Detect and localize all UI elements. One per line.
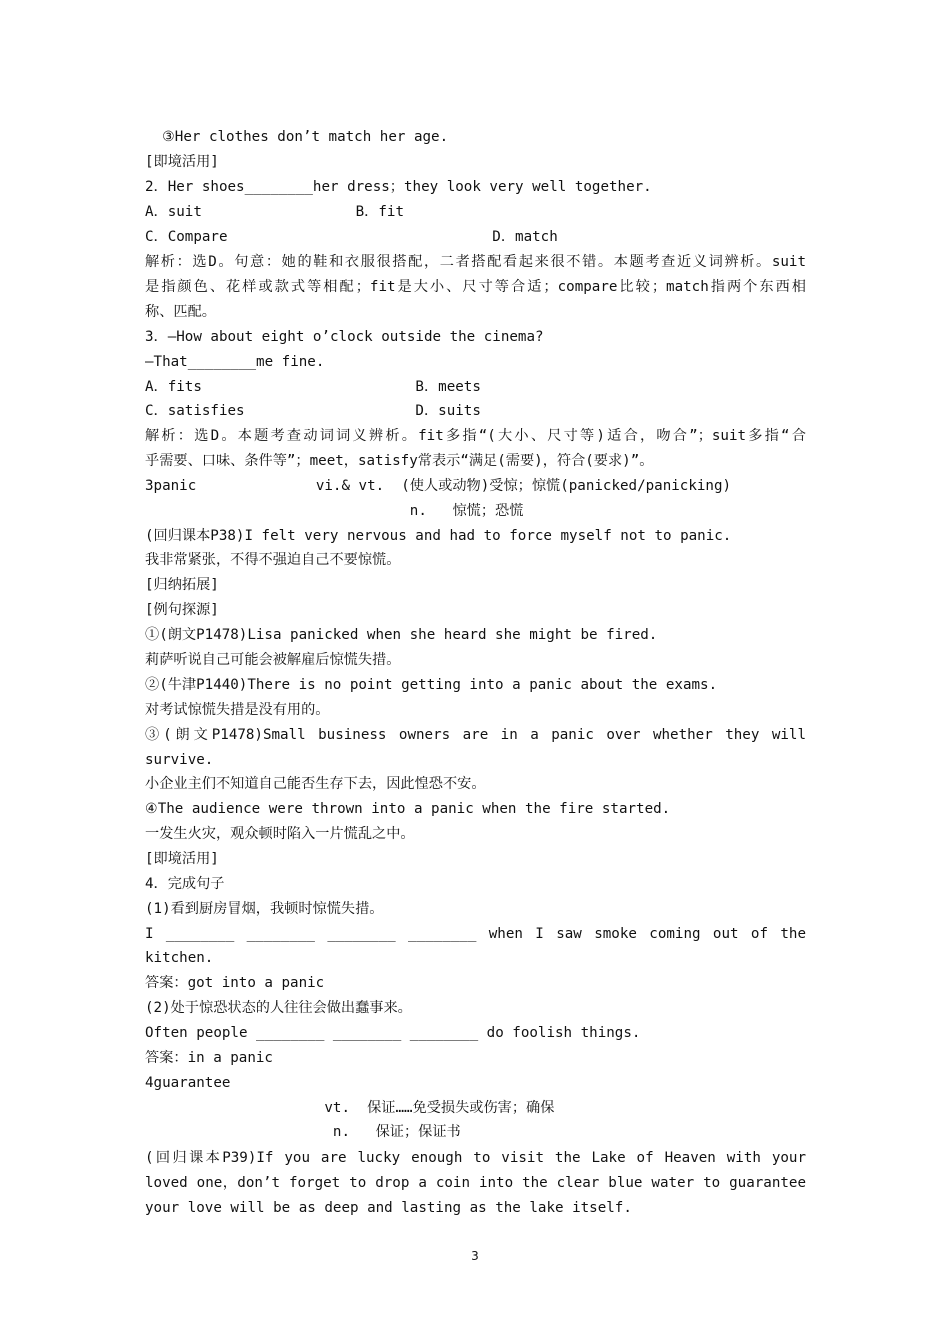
textbook-example: your love will be as deep and lasting as the lake itself. bbox=[145, 1200, 632, 1216]
text-line: ③Her clothes don’t match her age. bbox=[145, 129, 449, 145]
section-heading: [归纳拓展] bbox=[145, 577, 219, 593]
question-3: 3．—How about eight o’clock outside the cinema? bbox=[145, 329, 544, 345]
explanation-line: 称、匹配。 bbox=[145, 304, 216, 320]
example-sentence: ④The audience were thrown into a panic when the fire started. bbox=[145, 801, 671, 817]
explanation-line: 是指颜色、花样或款式等相配；fit是大小、尺寸等合适；compare比较；match指两个东西相 bbox=[145, 279, 806, 295]
question-4: 4．完成句子 bbox=[145, 876, 225, 892]
question-2: 2．Her shoes________her dress；they look very well together. bbox=[145, 179, 652, 195]
option-row: A．suit B．fit bbox=[145, 204, 404, 220]
textbook-example: loved one，don’t forget to drop a coin into the clear blue water to guarantee bbox=[145, 1175, 806, 1191]
translation-line: 对考试惊慌失措是没有用的。 bbox=[145, 702, 330, 718]
example-sentence: ②(牛津P1440)There is no point getting into a panic about the exams. bbox=[145, 677, 718, 693]
vocab-entry-noun: n. 保证；保证书 bbox=[145, 1124, 461, 1140]
example-sentence: survive. bbox=[145, 752, 214, 768]
section-heading: [例句探源] bbox=[145, 602, 219, 618]
question-4-2: (2)处于惊恐状态的人往往会做出蠢事来。 bbox=[145, 1000, 412, 1016]
vocab-entry-verb: vt. 保证……免受损失或伤害；确保 bbox=[145, 1100, 555, 1116]
answer-line: 答案：in a panic bbox=[145, 1050, 273, 1066]
translation-line: 小企业主们不知道自己能否生存下去，因此惶恐不安。 bbox=[145, 776, 486, 792]
option-row: A．fits B．meets bbox=[145, 379, 481, 395]
translation-line: 莉萨听说自己可能会被解雇后惊慌失措。 bbox=[145, 652, 401, 668]
option-row: C．Compare D．match bbox=[145, 229, 558, 245]
page-number: 3 bbox=[471, 1249, 479, 1263]
vocab-entry-panic: 3panic vi.& vt. (使人或动物)受惊；惊慌(panicked/panicking) bbox=[145, 478, 732, 494]
textbook-example: (回归课本P39)If you are lucky enough to visit the Lake of Heaven with your bbox=[145, 1150, 806, 1166]
option-row: C．satisfies D．suits bbox=[145, 403, 481, 419]
vocab-entry-noun: n. 惊慌；恐慌 bbox=[145, 503, 524, 519]
fill-in-sentence: kitchen. bbox=[145, 950, 214, 966]
translation-line: 我非常紧张，不得不强迫自己不要惊慌。 bbox=[145, 552, 401, 568]
section-heading: [即境活用] bbox=[145, 851, 219, 867]
fill-in-sentence: I ________ ________ ________ ________ when I saw smoke coming out of the bbox=[145, 926, 806, 942]
question-3-line: —That________me fine. bbox=[145, 354, 325, 370]
example-sentence: ③(朗文P1478)Small business owners are in a panic over whether they will bbox=[145, 727, 806, 743]
explanation-line: 乎需要、口味、条件等”；meet，satisfy常表示“满足(需要)，符合(要求)”。 bbox=[145, 453, 654, 469]
fill-in-sentence: Often people ________ ________ ________ do foolish things. bbox=[145, 1025, 641, 1041]
vocab-entry-guarantee: 4guarantee bbox=[145, 1075, 231, 1091]
question-4-1: (1)看到厨房冒烟，我顿时惊慌失措。 bbox=[145, 901, 384, 917]
explanation-line: 解析：选D。句意：她的鞋和衣服很搭配，二者搭配看起来很不错。本题考查近义词辨析。suit bbox=[145, 254, 806, 270]
explanation-line: 解析：选D。本题考查动词词义辨析。fit多指“(大小、尺寸等)适合，吻合”；suit多指“合 bbox=[145, 428, 806, 444]
section-heading: [即境活用] bbox=[145, 154, 219, 170]
textbook-example: (回归课本P38)I felt very nervous and had to force myself not to panic. bbox=[145, 528, 732, 544]
translation-line: 一发生火灾，观众顿时陷入一片慌乱之中。 bbox=[145, 826, 415, 842]
example-sentence: ①(朗文P1478)Lisa panicked when she heard she might be fired. bbox=[145, 627, 658, 643]
answer-line: 答案：got into a panic bbox=[145, 975, 325, 991]
